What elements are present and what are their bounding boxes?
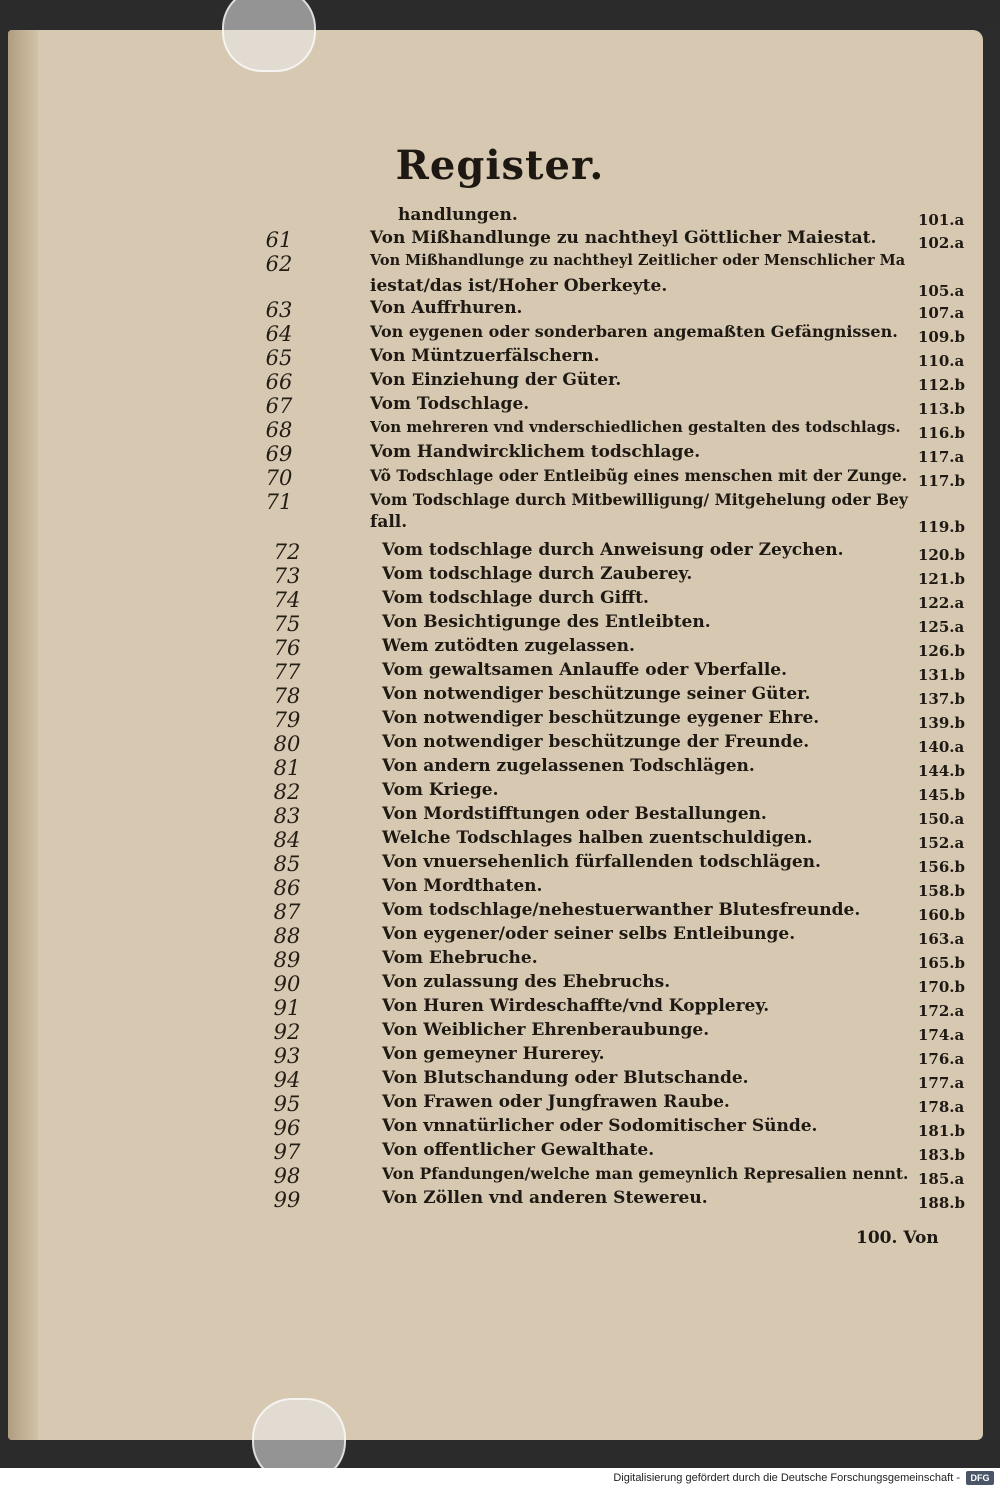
entry-number: 80 bbox=[273, 732, 301, 756]
entry-page-ref: 176.a bbox=[918, 1050, 965, 1068]
register-entry bbox=[0, 442, 1000, 466]
entry-number: 96 bbox=[273, 1116, 301, 1140]
entry-title: Welche Todschlages halben zuentschuldigen. bbox=[382, 828, 813, 848]
entry-number: 99 bbox=[273, 1188, 301, 1212]
entry-page-ref: 112.b bbox=[918, 376, 966, 394]
register-entry bbox=[0, 346, 1000, 370]
entry-title: Von Mordstifftungen oder Bestallungen. bbox=[382, 804, 767, 824]
register-entry bbox=[0, 852, 1000, 876]
entry-page-ref: 101.a bbox=[918, 211, 965, 229]
entry-number: 72 bbox=[273, 540, 301, 564]
entry-number: 63 bbox=[265, 298, 293, 322]
footer-bar bbox=[0, 1468, 1000, 1490]
entry-page-ref: 163.a bbox=[918, 930, 965, 948]
register-entry bbox=[0, 924, 1000, 948]
register-entry bbox=[0, 588, 1000, 612]
register-entry bbox=[0, 1164, 1000, 1188]
register-entry bbox=[0, 732, 1000, 756]
entry-title: Vom todschlage durch Zauberey. bbox=[382, 564, 693, 584]
entry-title: Von Blutschandung oder Blutschande. bbox=[382, 1068, 749, 1088]
entry-page-ref: 174.a bbox=[918, 1026, 965, 1044]
entry-title: Von Müntzuerfälschern. bbox=[370, 346, 600, 366]
entry-title: Von gemeyner Hurerey. bbox=[382, 1044, 605, 1064]
register-entry bbox=[0, 1140, 1000, 1164]
entry-page-ref: 183.b bbox=[918, 1146, 966, 1164]
register-entry bbox=[0, 612, 1000, 636]
entry-page-ref: 107.a bbox=[918, 304, 965, 322]
entry-number: 87 bbox=[273, 900, 301, 924]
entry-number: 68 bbox=[265, 418, 293, 442]
register-entry bbox=[0, 636, 1000, 660]
entry-title: Vom Ehebruche. bbox=[382, 948, 538, 968]
entry-page-ref: 116.b bbox=[918, 424, 966, 442]
register-entry bbox=[0, 900, 1000, 924]
register-entry bbox=[0, 205, 1000, 229]
entry-page-ref: 122.a bbox=[918, 594, 965, 612]
register-entry bbox=[0, 228, 1000, 252]
entry-page-ref: 145.b bbox=[918, 786, 966, 804]
entry-title: Von Mißhandlunge zu nachtheyl Zeitlicher oder Menschlicher Ma bbox=[370, 252, 906, 269]
entry-title: Von Pfandungen/welche man gemeynlich Represalien nennt. bbox=[382, 1164, 909, 1183]
entry-number: 78 bbox=[273, 684, 301, 708]
entry-number: 98 bbox=[273, 1164, 301, 1188]
entry-number: 67 bbox=[265, 394, 293, 418]
entry-number: 94 bbox=[273, 1068, 301, 1092]
catchword: 100. Von bbox=[856, 1228, 939, 1248]
entry-title: Vom todschlage/nehestuerwanther Blutesfreunde. bbox=[382, 900, 861, 920]
entry-page-ref: 125.a bbox=[918, 618, 965, 636]
page-clip-top bbox=[222, 0, 316, 72]
entry-number: 69 bbox=[265, 442, 293, 466]
entry-page-ref: 137.b bbox=[918, 690, 966, 708]
register-entry bbox=[0, 660, 1000, 684]
entry-title: Vom todschlage durch Gifft. bbox=[382, 588, 649, 608]
register-entry bbox=[0, 684, 1000, 708]
entry-title: Vom Todschlage. bbox=[370, 394, 530, 414]
entry-title: Vom gewaltsamen Anlauffe oder Vberfalle. bbox=[382, 660, 788, 680]
register-entry bbox=[0, 394, 1000, 418]
entry-page-ref: 119.b bbox=[918, 518, 966, 536]
register-entry bbox=[0, 1044, 1000, 1068]
entry-page-ref: 181.b bbox=[918, 1122, 966, 1140]
entry-page-ref: 117.b bbox=[918, 472, 966, 490]
entry-number: 75 bbox=[273, 612, 301, 636]
entry-page-ref: 172.a bbox=[918, 1002, 965, 1020]
entry-page-ref: 170.b bbox=[918, 978, 966, 996]
entry-title: Von vnnatürlicher oder Sodomitischer Sünde. bbox=[382, 1116, 818, 1136]
register-entry bbox=[0, 276, 1000, 300]
register-entry bbox=[0, 1188, 1000, 1212]
entry-title: Von Weiblicher Ehrenberaubunge. bbox=[382, 1020, 710, 1040]
register-entry bbox=[0, 298, 1000, 322]
entry-number: 88 bbox=[273, 924, 301, 948]
register-entry bbox=[0, 876, 1000, 900]
entry-page-ref: 139.b bbox=[918, 714, 966, 732]
entry-number: 91 bbox=[273, 996, 301, 1020]
entry-number: 76 bbox=[273, 636, 301, 660]
entry-title: Von Huren Wirdeschaffte/vnd Kopplerey. bbox=[382, 996, 770, 1016]
entry-number: 97 bbox=[273, 1140, 301, 1164]
entry-number: 82 bbox=[273, 780, 301, 804]
entry-page-ref: 120.b bbox=[918, 546, 966, 564]
page-title: Register. bbox=[395, 142, 605, 189]
entry-page-ref: 102.a bbox=[918, 234, 965, 252]
entry-page-ref: 144.b bbox=[918, 762, 966, 780]
entry-title: Võ Todschlage oder Entleibũg eines menschen mit der Zunge. bbox=[370, 466, 908, 485]
entry-page-ref: 178.a bbox=[918, 1098, 965, 1116]
entry-number: 95 bbox=[273, 1092, 301, 1116]
entry-page-ref: 109.b bbox=[918, 328, 966, 346]
entry-number: 81 bbox=[273, 756, 301, 780]
entry-page-ref: 105.a bbox=[918, 282, 965, 300]
entry-page-ref: 188.b bbox=[918, 1194, 966, 1212]
entry-page-ref: 165.b bbox=[918, 954, 966, 972]
register-entry bbox=[0, 756, 1000, 780]
entry-number: 84 bbox=[273, 828, 301, 852]
entry-title: Von zulassung des Ehebruchs. bbox=[382, 972, 671, 992]
entry-number: 73 bbox=[273, 564, 301, 588]
register-entry bbox=[0, 418, 1000, 442]
entry-number: 77 bbox=[273, 660, 301, 684]
entry-page-ref: 158.b bbox=[918, 882, 966, 900]
entry-title: Vom Kriege. bbox=[382, 780, 499, 800]
entry-number: 62 bbox=[265, 252, 293, 276]
entry-title: Vom Todschlage durch Mitbewilligung/ Mitgehelung oder Bey bbox=[370, 490, 908, 509]
entry-page-ref: 152.a bbox=[918, 834, 965, 852]
entry-title: Von Mißhandlunge zu nachtheyl Göttlicher Maiestat. bbox=[370, 228, 877, 248]
entry-title: Von notwendiger beschützunge seiner Güter. bbox=[382, 684, 811, 704]
entry-page-ref: 117.a bbox=[918, 448, 965, 466]
entry-title: Vom Handwircklichem todschlage. bbox=[370, 442, 701, 462]
entry-title: iestat/das ist/Hoher Oberkeyte. bbox=[370, 276, 668, 296]
entry-page-ref: 121.b bbox=[918, 570, 966, 588]
register-entry bbox=[0, 490, 1000, 514]
entry-title: Von Auffrhuren. bbox=[370, 298, 523, 318]
register-entry bbox=[0, 1068, 1000, 1092]
register-entry bbox=[0, 804, 1000, 828]
register-entry bbox=[0, 466, 1000, 490]
entry-page-ref: 113.b bbox=[918, 400, 966, 418]
entry-title: Von Mordthaten. bbox=[382, 876, 543, 896]
entry-page-ref: 185.a bbox=[918, 1170, 965, 1188]
entry-number: 74 bbox=[273, 588, 301, 612]
entry-number: 85 bbox=[273, 852, 301, 876]
entry-number: 66 bbox=[265, 370, 293, 394]
entry-page-ref: 140.a bbox=[918, 738, 965, 756]
entry-number: 65 bbox=[265, 346, 293, 370]
register-entry bbox=[0, 512, 1000, 536]
entry-page-ref: 150.a bbox=[918, 810, 965, 828]
register-entry bbox=[0, 1116, 1000, 1140]
entry-title: Von Zöllen vnd anderen Stewereu. bbox=[382, 1188, 708, 1208]
register-entry bbox=[0, 972, 1000, 996]
entry-title: Von Besichtigunge des Entleibten. bbox=[382, 612, 711, 632]
entry-title: Von notwendiger beschützunge eygener Ehre. bbox=[382, 708, 820, 728]
entry-title: Vom todschlage durch Anweisung oder Zeychen. bbox=[382, 540, 844, 560]
register-entry bbox=[0, 540, 1000, 564]
register-entry bbox=[0, 828, 1000, 852]
entry-number: 79 bbox=[273, 708, 301, 732]
entry-number: 61 bbox=[265, 228, 293, 252]
entry-page-ref: 156.b bbox=[918, 858, 966, 876]
footer-credit: Digitalisierung gefördert durch die Deutsche Forschungsgemeinschaft - bbox=[613, 1472, 960, 1484]
entry-page-ref: 131.b bbox=[918, 666, 966, 684]
register-entry bbox=[0, 780, 1000, 804]
entry-number: 70 bbox=[265, 466, 293, 490]
entry-number: 64 bbox=[265, 322, 293, 346]
entry-title: Von Frawen oder Jungfrawen Raube. bbox=[382, 1092, 730, 1112]
entry-title: fall. bbox=[370, 512, 408, 532]
entry-number: 90 bbox=[273, 972, 301, 996]
entry-page-ref: 126.b bbox=[918, 642, 966, 660]
entry-number: 92 bbox=[273, 1020, 301, 1044]
entry-title: Wem zutödten zugelassen. bbox=[382, 636, 635, 656]
register-entry bbox=[0, 252, 1000, 276]
entry-number: 89 bbox=[273, 948, 301, 972]
entry-title: Von andern zugelassenen Todschlägen. bbox=[382, 756, 755, 776]
entry-number: 86 bbox=[273, 876, 301, 900]
entry-number: 93 bbox=[273, 1044, 301, 1068]
register-entry bbox=[0, 322, 1000, 346]
entry-title: Von notwendiger beschützunge der Freunde. bbox=[382, 732, 810, 752]
entry-title: Von offentlicher Gewalthate. bbox=[382, 1140, 655, 1160]
entry-page-ref: 160.b bbox=[918, 906, 966, 924]
register-entry bbox=[0, 948, 1000, 972]
entry-number: 83 bbox=[273, 804, 301, 828]
entry-title: Von Einziehung der Güter. bbox=[370, 370, 622, 390]
register-entry bbox=[0, 1092, 1000, 1116]
register-entry bbox=[0, 708, 1000, 732]
entry-number: 71 bbox=[265, 490, 293, 514]
entry-title: Von eygener/oder seiner selbs Entleibunge. bbox=[382, 924, 796, 944]
entry-title: Von vnuersehenlich fürfallenden todschlägen. bbox=[382, 852, 821, 872]
entry-page-ref: 110.a bbox=[918, 352, 965, 370]
entry-title: Von eygenen oder sonderbaren angemaßten Gefängnissen. bbox=[370, 322, 898, 341]
register-entry bbox=[0, 370, 1000, 394]
register-entry bbox=[0, 1020, 1000, 1044]
entry-title: handlungen. bbox=[398, 205, 518, 225]
register-entry bbox=[0, 564, 1000, 588]
entry-title: Von mehreren vnd vnderschiedlichen gestalten des todschlags. bbox=[370, 418, 901, 436]
page-clip-bottom bbox=[252, 1398, 346, 1468]
entry-page-ref: 177.a bbox=[918, 1074, 965, 1092]
dfg-logo-icon: DFG bbox=[966, 1471, 994, 1485]
register-entry bbox=[0, 996, 1000, 1020]
